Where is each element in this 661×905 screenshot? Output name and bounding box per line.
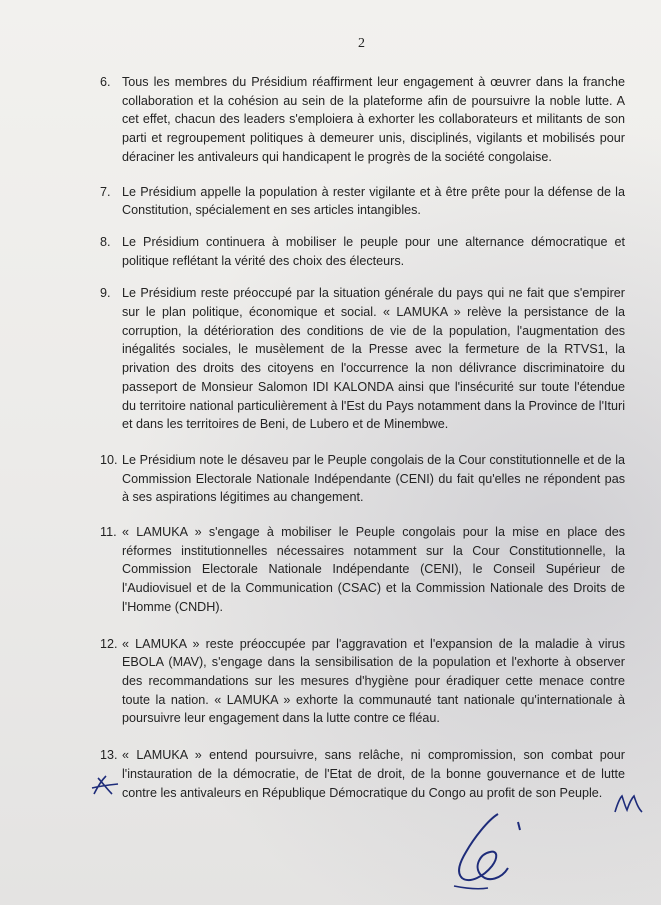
item-number: 11.: [100, 525, 117, 540]
item-text: Le Présidium appelle la population à rester vigilante et à être prête pour la défense de la Constitution, spécialement en ses articles intangibles.: [122, 184, 625, 218]
item-text: Le Présidium reste préoccupé par la situation générale du pays qui ne fait que s'empirer sur le plan politique, économique et social. « LAMUKA » relève la persistance de la corruption, la détérioration des conditions de vie de la population, l'augmentation des inégalités sociales, le musèlement de la Presse avec la fermeture de la RTVS1, la privation des droits des citoyens en l'occurrence la non délivrance discriminatoire du passeport de Monsieur Salomon IDI KALONDA ainsi que l'insécurité sur toute l'étendue du territoire national particulièrement à l'Est du Pays notamment dans la Province de l'Ituri et dans les territoires de Beni, de Lubero et de Minembwe.: [122, 286, 625, 432]
item-text: Tous les membres du Présidium réaffirment leur engagement à œuvrer dans la franche collaboration et la cohésion au sein de la plateforme afin de poursuivre la noble lutte. A cet effet, chacun des leaders s'emploiera à exhorter les collaborateurs et militants de son parti et regroupement politiques à demeurer unis, disciplinés, vigilants et mobilisés pour déraciner les antivaleurs qui handicapent le progrès de la société congolaise.: [122, 75, 625, 164]
item-text: « LAMUKA » reste préoccupée par l'aggravation et l'expansion de la maladie à virus EBOLA (MAV), s'engage dans la sensibilisation de la population et l'exhorte à observer des recommandations sur les mesures d'hygiène pour éradiquer cette menace contre toute la nation. « LAMUKA » exhorte la communauté tant nationale qu'internationale à poursuivre leur engagement dans la lutte contre ce fléau.: [122, 636, 625, 726]
item-text: Le Présidium continuera à mobiliser le peuple pour une alternance démocratique et politique reflétant la vérité des choix des électeurs.: [122, 234, 625, 268]
list-item: [100, 451, 625, 507]
list-item: [100, 635, 625, 729]
list-item: [100, 523, 625, 617]
numbered-list: [100, 73, 625, 802]
item-text: « LAMUKA » entend poursuivre, sans relâche, ni compromission, son combat pour l'instauration de la démocratie, de l'Etat de droit, de la bonne gouvernance et de lutte contre les antivaleurs en République Démocratique du Congo au profit de son Peuple.: [122, 748, 625, 800]
page-number: 2: [358, 36, 365, 51]
item-number: 9.: [100, 286, 111, 301]
handwritten-initial-left: [88, 772, 122, 800]
handwritten-signature: [440, 808, 550, 898]
item-text: « LAMUKA » s'engage à mobiliser le Peuple congolais pour la mise en place des réformes institutionnelles nécessaires notamment sur la Cour Constitutionnelle, la Commission Electorale Nationale Indépendante (CENI), le Conseil Supérieur de l'Audiovisuel et de la Communication (CSAC) et la Commission Nationale des Droits de l'Homme (CNDH).: [122, 525, 625, 614]
item-number: 12.: [100, 636, 118, 651]
list-item: [100, 284, 625, 434]
item-number: 8.: [100, 234, 111, 249]
item-text: Le Présidium note le désaveu par le Peuple congolais de la Cour constitutionnelle et de la Commission Electorale Nationale Indépendante (CENI) du fait qu'elles ne répondent pas à ses aspirations légitimes au changement.: [122, 452, 625, 505]
item-number: 13.: [100, 748, 118, 763]
item-number: 10.: [100, 452, 118, 467]
list-item: [100, 73, 625, 167]
handwritten-initial-right: [612, 792, 646, 816]
item-number: 7.: [100, 184, 111, 199]
list-item: [100, 746, 625, 802]
item-number: 6.: [100, 75, 111, 89]
list-item: [100, 183, 625, 220]
list-item: [100, 233, 625, 270]
